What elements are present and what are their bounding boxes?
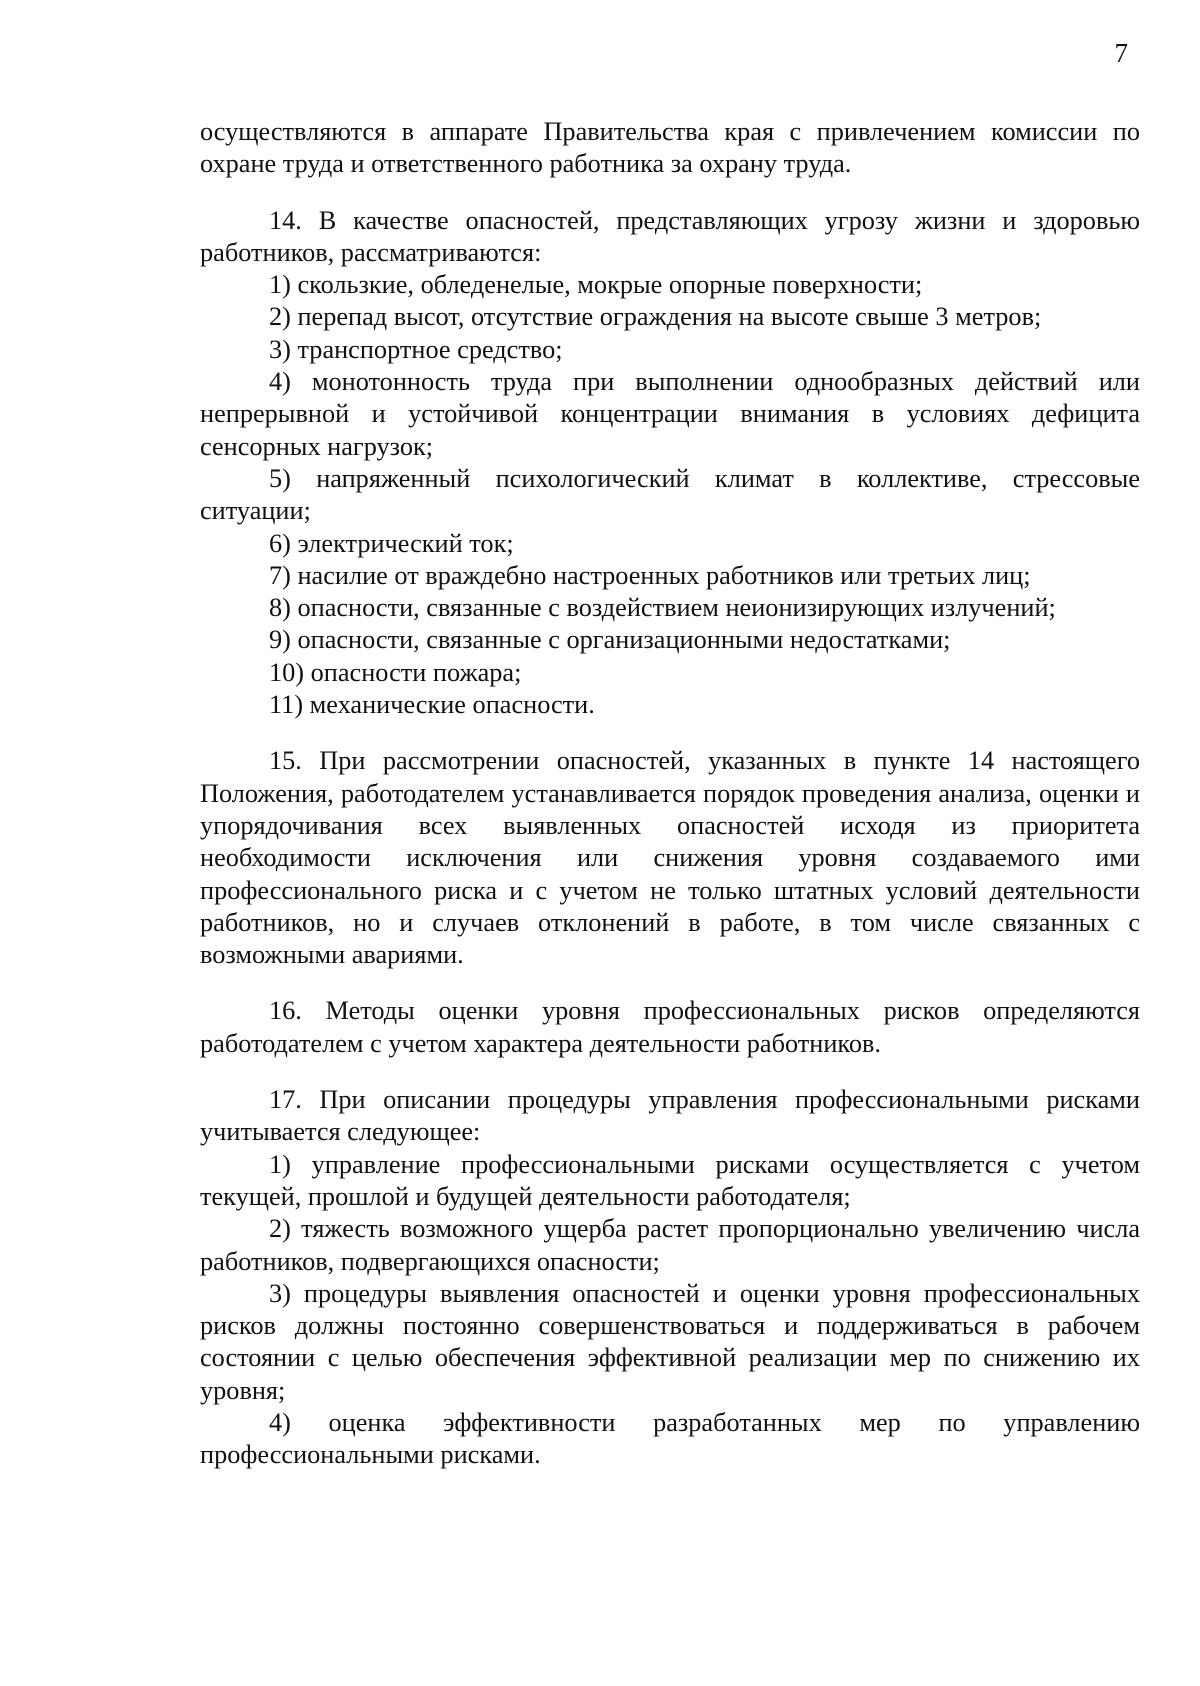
clause-16: 16. Методы оценки уровня профессиональных рисков определяются работодателем с учетом характера деятельности работников.: [200, 996, 1140, 1058]
clause-17-item: 2) тяжесть возможного ущерба растет пропорционально увеличению числа работников, подвергающихся опасности;: [200, 1214, 1140, 1276]
clause-14: 14. В качестве опасностей, представляющих угрозу жизни и здоровью работников, рассматриваются:: [200, 205, 1140, 267]
document-body: [200, 116, 1140, 1472]
clause-14-item: 9) опасности, связанные с организационными недостатками;: [269, 625, 951, 655]
clause-14-item: 8) опасности, связанные с воздействием неионизирующих излучений;: [269, 593, 1056, 623]
clause-14-item: 7) насилие от враждебно настроенных работников или третьих лиц;: [269, 560, 1031, 590]
clause-14-item: 10) опасности пожара;: [269, 657, 522, 687]
clause-14-item: 11) механические опасности.: [269, 690, 595, 720]
clause-17: 17. При описании процедуры управления профессиональными рисками учитывается следующее:: [200, 1085, 1140, 1147]
clause-17-item: 1) управление профессиональными рисками осуществляется с учетом текущей, прошлой и будущей деятельности работодателя;: [200, 1149, 1140, 1211]
clause-14-item: 6) электрический ток;: [269, 528, 514, 558]
clause-17-item: 3) процедуры выявления опасностей и оценки уровня профессиональных рисков должны постоянно совершенствоваться и поддерживаться в рабочем состоянии с целью обеспечения эффективной реализации мер по снижению их уровня;: [200, 1278, 1140, 1405]
clause-17-item: 4) оценка эффективности разработанных мер по управлению профессиональными рисками.: [200, 1407, 1140, 1470]
clause-14-item: 3) транспортное средство;: [269, 334, 563, 364]
paragraph-continuation: осуществляются в аппарате Правительства края с привлечением комиссии по охране труда и ответственного работника за охрану труда.: [200, 117, 1140, 179]
page-number: 7: [1114, 38, 1128, 68]
clause-14-item: 2) перепад высот, отсутствие ограждения на высоте свыше 3 метров;: [269, 302, 1042, 332]
clause-14-item: 1) скользкие, обледенелые, мокрые опорные поверхности;: [269, 270, 923, 300]
clause-14-item: 4) монотонность труда при выполнении однообразных действий или непрерывной и устойчивой концентрации внимания в условиях дефицита сенсорных нагрузок;: [200, 367, 1140, 461]
clause-15: 15. При рассмотрении опасностей, указанных в пункте 14 настоящего Положения, работодателем устанавливается порядок проведения анализа, оценки и упорядочивания всех выявленных опасностей исходя из приоритета необходимости исключения или снижения уровня создаваемого ими профессионального риска и с учетом не только штатных условий деятельности работников, но и случаев отклонений в работе, в том числе связанных с возможными авариями.: [200, 746, 1140, 970]
clause-14-item: 5) напряженный психологический климат в коллективе, стрессовые ситуации;: [200, 463, 1140, 526]
